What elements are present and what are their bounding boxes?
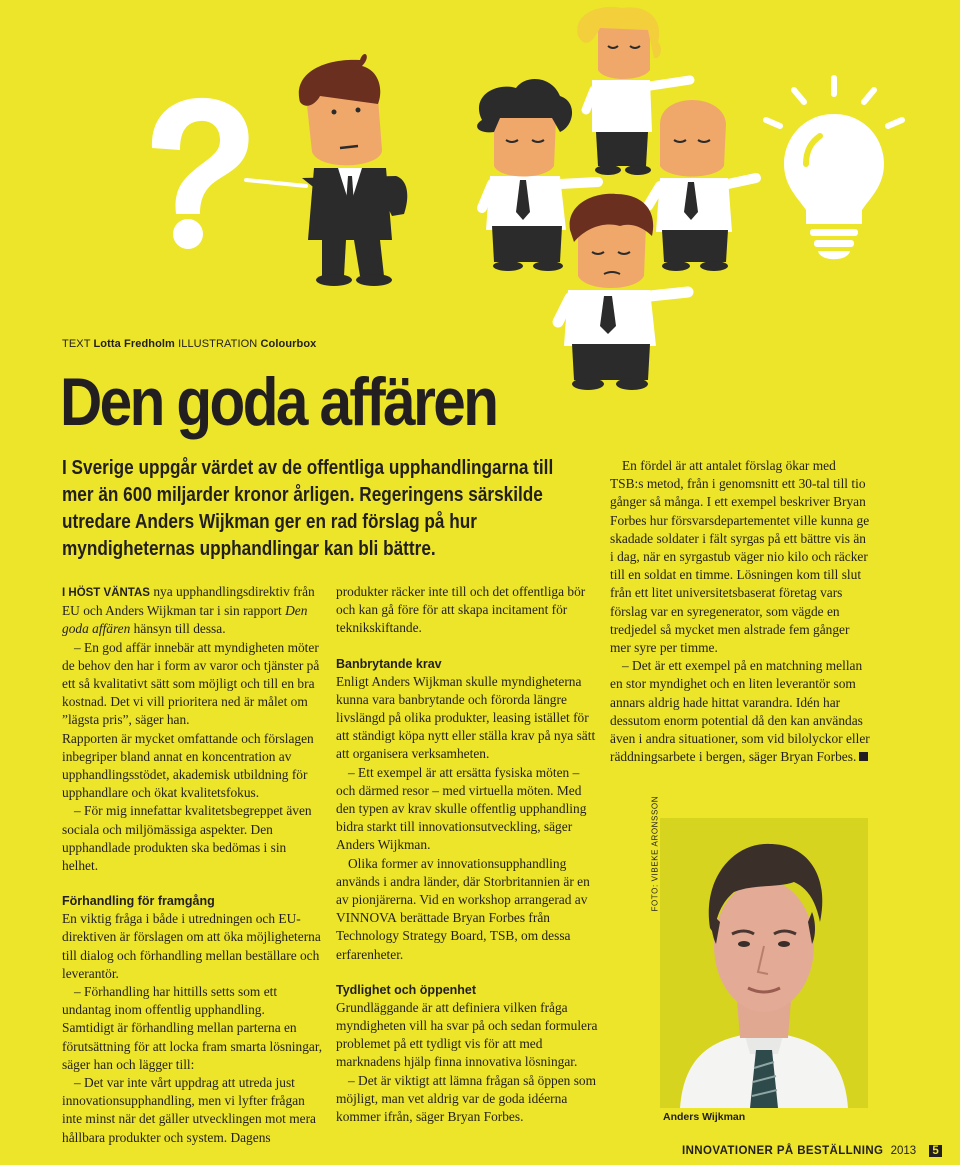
report-title: Den goda affären <box>62 603 308 637</box>
paragraph: – Ett exempel är att ersätta fysiska möten – och därmed resor – med virtuella möten. Med den typen av krav skulle offentlig upphandling bidra starkt till innovationsutveckling, säger Anders Wijkman. <box>336 764 587 853</box>
article-column-2 <box>336 583 598 1126</box>
kicker: I HÖST VÄNTAS <box>62 587 150 599</box>
byline-illustrator: Colourbox <box>260 338 317 350</box>
paragraph: Rapporten är mycket omfattande och förslagen inbegriper bland annat en koncentration av upphandlingsstödet, akademisk utbildning för upphandlare och ökat kvalitetsfokus. <box>62 730 314 801</box>
paragraph: Grundläggande är att definiera vilken fråga myndigheten vill ha svar på och sedan formulera problemet på ett tydligt vis för att med marknadens hjälp finna innovativa lösningar. <box>336 999 598 1070</box>
paragraph: – En god affär innebär att myndigheten möter de behov den har i form av varor och tjänster på ett så kvalitativt sätt som möjligt och till en bra kostnad. Det vi vill prioritera ned är målet om ”lägsta pris”, säger han. <box>62 639 320 728</box>
paragraph <box>610 657 872 766</box>
byline-illustration-label: ILLUSTRATION <box>178 338 258 350</box>
text-run: -direktiven är förslagen om att öka möjligheterna till dialog och förhandling mellan beställare och leverantör. <box>62 911 321 981</box>
text-run: berättade Bryan Forbes från Technology Strategy Board, <box>336 910 550 944</box>
paragraph: – För mig innefattar kvalitetsbegreppet även sociala och miljömässiga aspekter. Den upphandlade produkten ska bedömas i sin helhet. <box>62 803 312 874</box>
photo-credit-text: FOTO: VIBEKE ARONSSON <box>650 795 660 912</box>
paragraph: – Förhandling har hittills setts som ett undantag inom offentlig upphandling. <box>62 984 278 1018</box>
abbreviation: EU <box>278 911 297 927</box>
paragraph: – Det är viktigt att lämna frågan så öppen som möjligt, man vet aldrig var de goda idéerna kommer ifrån, säger Bryan Forbes. <box>336 1072 597 1125</box>
figure-leader <box>246 54 407 286</box>
subheading: Tydlighet och öppenhet <box>336 982 477 997</box>
lightbulb-icon <box>766 78 902 259</box>
figure-bald <box>648 100 756 271</box>
byline <box>62 338 316 350</box>
paragraph <box>62 583 324 639</box>
text-run: Olika former av innovationsupphandling används i andra länder, där Storbritannien är en av pionjärerna. Vid en workshop arrangerad av <box>336 855 590 908</box>
paragraph: En fördel är att antalet förslag ökar med TSB:s metod, från i genomsnitt ett 30-tal till tio gånger så många. I ett exempel beskriver Bryan Forbes hur försvarsdepartementet ville kunna ge skadade soldater i fält syrgas på ett bättre vis än i dag, när en syrgastub väger nio kilo och räcker till en soldat en timme. Lösningen kom till slut från ett litet universitetsbaserat företag vars förslag var en syregenerator, som vägde en tredjedel så mycket men alstrade fem gånger mer syre per timme. <box>610 458 870 656</box>
page-footer <box>682 1145 942 1157</box>
text-run: , om dessa erfarenheter. <box>336 928 571 962</box>
lead-paragraph: I Sverige uppgår värdet av de offentliga upphandlingarna till mer än 600 miljarder kronor årligen. Regeringens särskilde utredare Anders Wijkman ger en rad förslag på hur myndigheternas upphandlingar kan bli bättre. <box>62 457 554 560</box>
end-mark-icon <box>859 752 868 761</box>
publication-year: 2013 <box>890 1145 917 1157</box>
subheading: Förhandling för framgång <box>62 894 215 909</box>
article-column-3 <box>610 457 872 766</box>
abbreviation: TSB <box>489 928 515 944</box>
byline-text-label: TEXT <box>62 338 91 350</box>
text-run: En viktig fråga i både i utredningen och <box>62 911 279 927</box>
text-run: nya upphandlingsdirektiv från EU och Anders Wijkman tar i sin rapport <box>62 584 315 619</box>
paragraph <box>62 910 324 983</box>
abbreviation: VINNOVA <box>336 910 397 926</box>
question-mark-icon <box>152 98 249 249</box>
paragraph: produkter räcker inte till och det offentliga bör och kan gå före för att skapa incitament för teknikskiftande. <box>336 584 586 636</box>
photo-caption: Anders Wijkman <box>663 1111 746 1123</box>
text-run: hänsyn till dessa. <box>130 621 226 637</box>
paragraph: Samtidigt är förhandling mellan parterna en förutsättning för att locka fram smarta lösningar, säger han och lägger till: <box>62 1020 323 1072</box>
article-column-1 <box>62 583 324 1147</box>
byline-author: Lotta Fredholm <box>93 338 175 350</box>
photo-credit <box>650 795 660 913</box>
page-title: Den goda affären <box>60 364 497 440</box>
page-number: 5 <box>929 1145 941 1157</box>
subheading: Banbrytande krav <box>336 656 442 671</box>
text-run: – Det är ett exempel på en matchning mellan en stor myndighet och en liten leverantör som annars aldrig hade hittat varandra. Idén har dessutom enorm potential då den kan användas även i andra situationer, som vid bilolyckor eller räddningsarbete i bergen, säger Bryan Forbes. <box>610 658 870 765</box>
paragraph: – Det var inte vårt uppdrag att utreda just innovationsupphandling, men vi lyfter frågan inte minst när det gäller utvecklingen mot mera hållbara produkter och system. Dagens <box>62 1075 316 1145</box>
publication-name: INNOVATIONER PÅ BESTÄLLNING <box>682 1145 884 1157</box>
paragraph: Enligt Anders Wijkman skulle myndigheterna kunna vara banbrytande och förorda längre livslängd på olika produkter, leasing istället för att ständigt köpa nytt eller ställa krav på nya sätt att organisera verksamheten. <box>336 673 596 762</box>
paragraph <box>336 855 598 964</box>
portrait-photo <box>660 818 868 1108</box>
